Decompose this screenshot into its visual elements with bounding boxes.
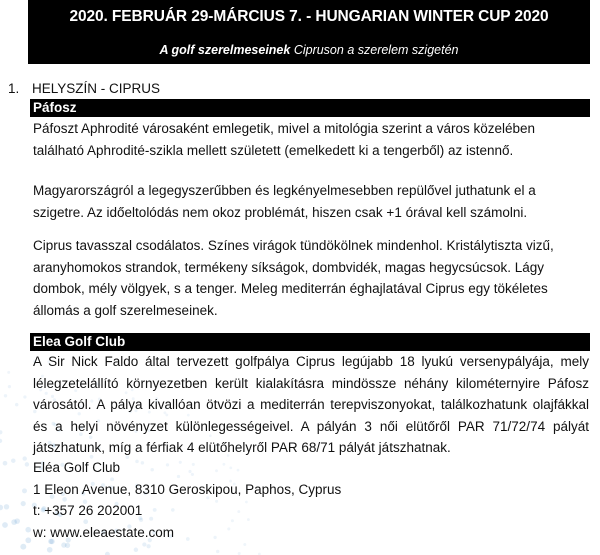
pafos-heading: Páfosz [30,99,590,117]
background-dot [7,371,10,374]
background-dot [4,504,9,509]
background-dot [8,385,11,388]
background-dot [0,505,3,511]
background-dot [243,543,246,546]
background-dot [134,548,138,552]
contact-name: Eléa Golf Club [33,460,121,475]
section-number: 1. [8,81,20,96]
banner-subtitle [29,43,589,57]
pafos-paragraph-2: Magyarországról a legegyszerűbben és legkényelmesebben repülővel juthatunk el a szigetre. Az időeltolódás nem okoz problémát, hiszen csak +1 órával kell számolni. [33,183,536,220]
banner-subtitle-rest: Cipruson a szerelem szigetén [290,43,459,57]
background-dot [4,394,7,397]
section-label: HELYSZÍN - CIPRUS [32,81,161,96]
background-dot [15,403,19,407]
pafos-paragraph-1: Páfoszt Aphrodité városaként emlegetik, mivel a mitológia szerint a város közelében található Aphrodité-szikla mellett született (emelkedett ki a tengerből) az istennő. [33,121,536,158]
background-dot [25,537,31,543]
background-dot [22,488,27,493]
banner-subtitle-bold: A golf szerelmeseinek [159,43,291,57]
elea-paragraph: A Sir Nick Faldo által tervezett golfpálya Ciprus legújabb 18 lyukú versenypályája, mely lélegzetelállító környezetben került kialakításra mindössze néhány kilométernyire Páfosz városától. A pálya kivallóan ötvözi a mediterrán terepviszonyokat, találkozhatunk olajfákkal és a helyi növényzet különlegességeivel. A pályán 3 női elütőről PAR 71/72/74 pályát játszhatunk, míg a férfiak 4 elütőhelyről PAR 68/71 pályát játszhatnak. [33,354,589,455]
background-dot [25,527,31,533]
background-dot [146,544,150,548]
background-dot [11,519,17,525]
background-dot [23,395,26,398]
background-dot [216,550,219,553]
title-banner [28,0,590,64]
contact-address: 1 Eleon Avenue, 8310 Geroskipou, Paphos, Cyprus [33,481,342,497]
background-dot [2,522,8,528]
background-dot [23,456,27,460]
background-dot [0,439,2,443]
contact-block [33,457,341,543]
background-dot [3,461,8,466]
pafos-paragraph-3: Ciprus tavasszal csodálatos. Színes virágok tündökölnek mindenhol. Kristálytiszta vizű, aranyhomokos strandok, termékeny síkságok, dombvidék, magas hegycsúcsok. Lágy dombok, mély völgyek, s a tenger. Meleg mediterrán éghajlatával Ciprus egy tökéletes állomás a golf szerelmeseinek. [33,238,554,318]
background-dot [11,458,16,463]
elea-heading: Elea Golf Club [30,333,590,351]
contact-phone: t: +357 26 202001 [33,503,143,518]
section-heading [8,81,160,96]
contact-web: w: www.eleaestate.com [33,524,175,540]
background-dot [20,544,26,550]
background-dot [25,462,29,466]
banner-title: 2020. FEBRUÁR 29-MÁRCIUS 7. - HUNGARIAN WINTER CUP 2020 [69,8,549,25]
background-dot [0,430,2,434]
background-dot [21,501,26,506]
background-dot [61,542,66,547]
background-dot [47,547,53,553]
